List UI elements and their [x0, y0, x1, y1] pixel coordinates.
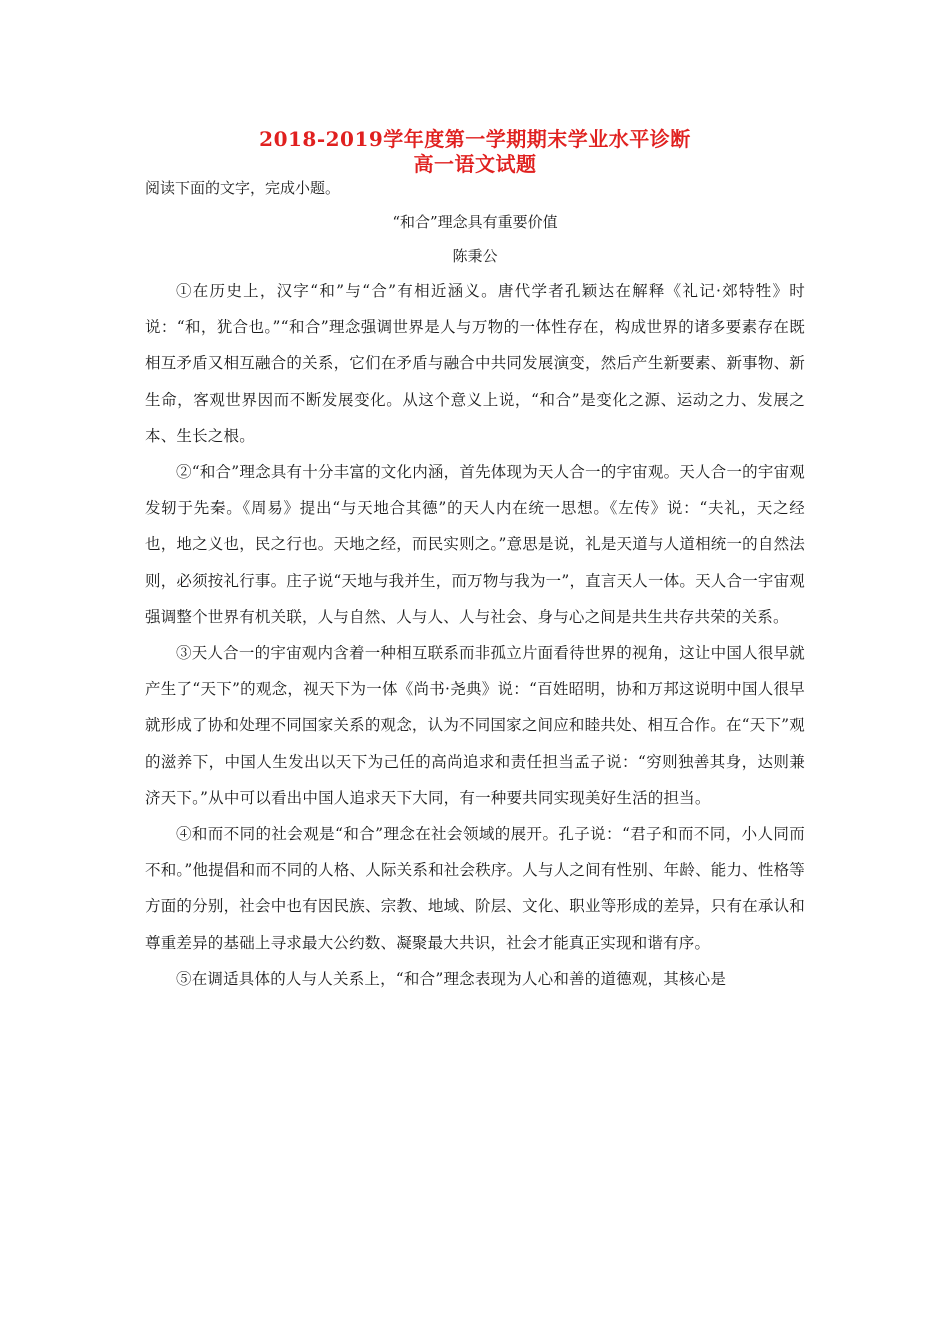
exam-title: 2018-2019学年度第一学期期末学业水平诊断 — [259, 127, 691, 151]
exam-subtitle: 高一语文试题 — [413, 152, 537, 176]
paragraph-1: ①在历史上，汉字“和”与“合”有相近涵义。唐代学者孔颖达在解释《礼记·郊特牲》时说：“和，犹合也。”“和合”理念强调世界是人与万物的一体性存在，构成世界的诸多要素存在既相互矛盾又相互融合的关系，它们在矛盾与融合中共同发展演变，然后产生新要素、新事物、新生命，客观世界因而不断发展变化。从这个意义上说，“和合”是变化之源、运动之力、发展之本、生长之根。 — [145, 282, 805, 445]
paragraph-5: ⑤在调适具体的人与人关系上，“和合”理念表现为人心和善的道德观，其核心是 — [176, 969, 727, 988]
paragraph-4: ④和而不同的社会观是“和合”理念在社会领域的展开。孔子说：“君子和而不同，小人同而不和。”他提倡和而不同的人格、人际关系和社会秩序。人与人之间有性别、年龄、能力、性格等方面的分别，社会中也有因民族、宗教、地域、阶层、文化、职业等形成的差异，只有在承认和尊重差异的基础上寻求最大公约数、凝聚最大共识，社会才能真正实现和谐有序。 — [145, 825, 805, 952]
paragraph-2: ②“和合”理念具有十分丰富的文化内涵，首先体现为天人合一的宇宙观。天人合一的宇宙观发轫于先秦。《周易》提出“与天地合其德”的天人内在统一思想。《左传》说：“夫礼，天之经也，地之义也，民之行也。天地之经，而民实则之。”意思是说，礼是天道与人道相统一的自然法则，必须按礼行事。庄子说“天地与我并生，而万物与我为一”，直言天人一体。天人合一宇宙观强调整个世界有机关联，人与自然、人与人、人与社会、身与心之间是共生共存共荣的关系。 — [145, 463, 805, 626]
article-body — [145, 273, 805, 997]
article-title: “和合”理念具有重要价值 — [392, 213, 558, 231]
paragraph-3: ③天人合一的宇宙观内含着一种相互联系而非孤立片面看待世界的视角，这让中国人很早就产生了“天下”的观念，视天下为一体《尚书·尧典》说：“百姓昭明，协和万邦这说明中国人很早就形成了协和处理不同国家关系的观念，认为不同国家之间应和睦共处、相互合作。在“天下”观的滋养下，中国人生发出以天下为己任的高尚追求和责任担当孟子说：“穷则独善其身，达则兼济天下。”从中可以看出中国人追求天下大同，有一种要共同实现美好生活的担当。 — [145, 644, 805, 807]
article-author: 陈秉公 — [452, 247, 498, 265]
reading-instruction: 阅读下面的文字，完成小题。 — [145, 179, 341, 197]
